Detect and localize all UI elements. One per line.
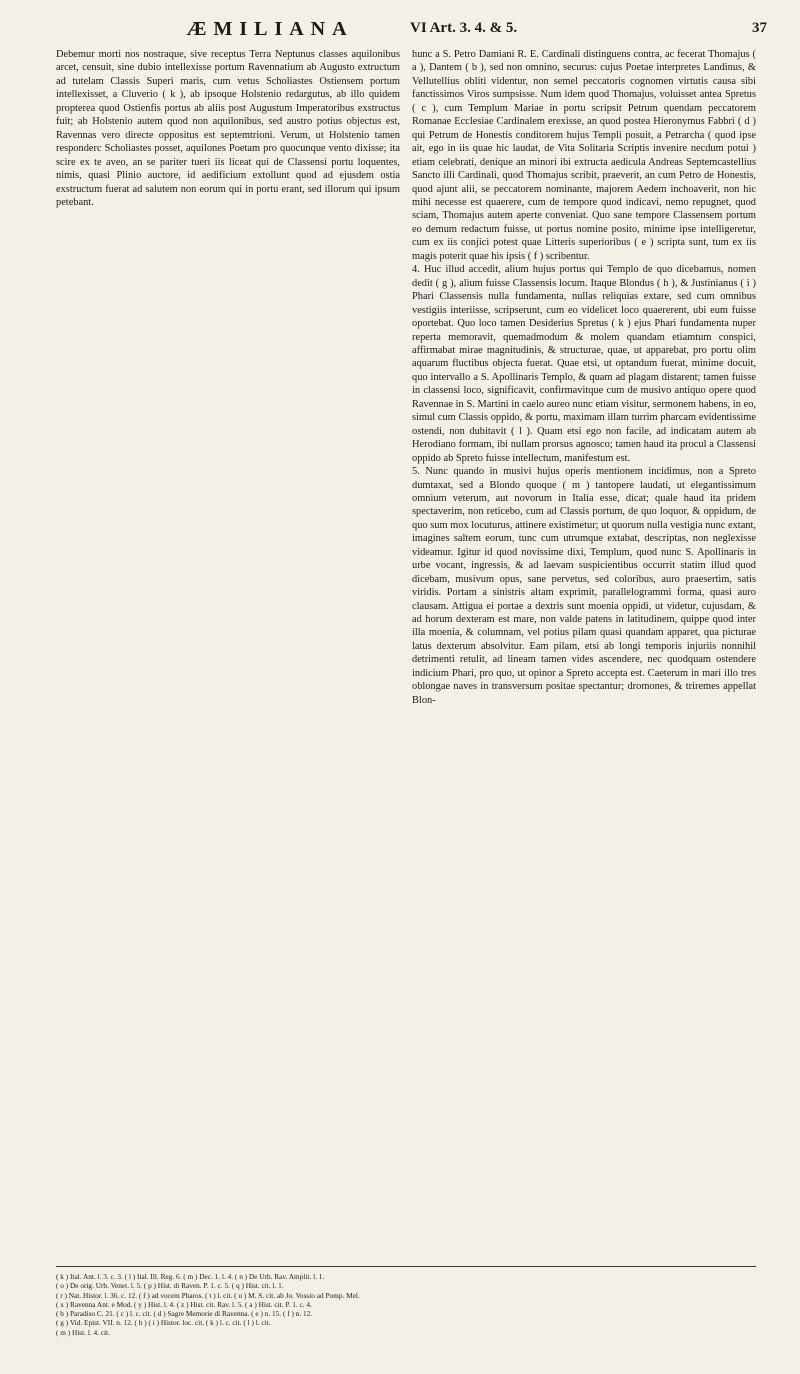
left-text-column (56, 48, 400, 1264)
paragraph: hunc a S. Petro Damiani R. E. Cardinali distinguens contra, ac fecerat Thomajus ( a ), Dantem ( b ), sed non omnino, securus: cujus Poetae interpretes Landinus, & Vellutellius obliti videntur, non semel peccatoris cognomen virtutis causa sibi fanctissimos Viros sumpsisse. Num idem quod Thomajus, voluisset antea Spretus ( c ), cum Templum Mariae in portu scripsit Petrum quendam peccatorem Romanae Ecclesiae Cardinalem erexisse, an quod postea Hieronymus Fabbri ( d ) qui Petrum de Honestis conditorem hujus Templi posuit, a Petrarcha ( quod ipse ait, ego in iis quae hic laudat, de Vita Solitaria Scriptis invenire necdum potui ) etiam celebrati, denique an minori ibi extructa aedicula Andreas Septemcastellius Sancto illi Cardinali, quod Thomajus scribit, praeverit, an cum Petro de Honestis, quod ajunt alii, se peccatorem nominante, majorem Aedem inchoaverit, non hic mihi necesse est quaerere, cum de tempore quod indicavi, nemo repugnet, quod sciam, Thomajus autem aperte conveniat. Quo sane tempore Classensem portum eo demum redactum fuisse, ut portus nomine posito, minime ipse intelligeretur, cum ex iis conjici potest quae Litteris superioribus ( e ) scripta sunt, tum ex iis magis poterit quae his ipsis ( f ) scribentur. (412, 49, 756, 262)
footnote-line: ( x ) Ravenna Ant. e Mod. ( y ) Hist. l. 4. ( z ) Hist. cit. Rav. l. 5. ( a ) Hist. cit. P. 1. c. 4. (56, 1299, 312, 1309)
running-title: ÆMILIANA (186, 18, 354, 40)
section-reference: VI Art. 3. 4. & 5. (410, 20, 518, 36)
footnote-line: ( m ) Hist. l. 4. cit. (56, 1327, 110, 1337)
footnote-line: ( k ) Ital. Ant. l. 3. c. 3. ( l ) Ital. Ill. Reg. 6. ( m ) Dec. 1. l. 4. ( n ) De Urb. Rav. Amplit. l. 1. (56, 1272, 325, 1281)
paragraph: Debemur morti nos nostraque, sive receptus Terra Neptunus classes aquilonibus arcet, censuit, sine dubio intellexisse portum Ravennatium ab Augusto extructum ad tutelam Classis Superi maris, cum vetus Scholiastes Ostiensem portum intellexisset, a Cluverio ( k ), ab ipsoque Holstenio redargutus, ab illo quidem propterea quod Ostienfis portus ab aliis post Augustum Imperatoribus exstructus fuit; ab Holstenio autem quod non aquilonibus, sed austro potius objectus est, Ravennas vero directe oppositus est septemtrioni. Verum, ut Holstenio tamen responderc Scholiastes posset, aquilones Poetam pro quocunque vento dixisse; ita scire ex te aveo, an se pariter tueri iis liceat qui de Classensi portu loquentes, nimis, quasi Plinio auctore, id aedificium extollunt quod ad ejusdem ostia exstructum fuerat ad salutem non eorum qui in portu erant, sed illorum qui ipsum petebant. (56, 49, 400, 208)
footnote-line: ( r ) Nat. Histor. l. 36. c. 12. ( f ) ad vocem Pharos. ( t ) l. cit. ( u ) M. S. cit. ab Jo. Vossio ad Pomp. Mel. (56, 1290, 360, 1300)
footnotes (56, 1272, 756, 1368)
page-number: 37 (752, 20, 767, 36)
right-text-column (412, 48, 756, 1264)
footnote-line: ( o ) De orig. Urb. Venet. l. 5. ( p ) Hist. di Raven. P. 1. c. 5. ( q ) Hist. cit. l. 1. (56, 1281, 284, 1291)
footnote-divider (56, 1266, 756, 1267)
footnote-line: ( g ) Vid. Epist. VII. n. 12. ( h ) ( i ) Histor. loc. cit. ( k ) l. c. cit. ( l ) l. cit. (56, 1318, 271, 1328)
page-header (0, 16, 800, 42)
paragraph: 5. Nunc quando in musivi hujus operis mentionem incidimus, non a Spreto dumtaxat, sed a Blondo quoque ( m ) tantopere laudati, ut elegantissimum omnium veterum, aut novorum in Italia esse, dicat; quale haud ita pridem spectaverim, non reticebo, cum ad Classis portum, de quo loquor, & oppidum, de quo sum mox locuturus, attinere existimetur; ut quorum nulla vestigia nunc extant, imagines saltem eorum, tunc cum utrumque extabat, descriptas, non neglexisse videamur. Igitur id quod novissime dixi, Templum, quod nunc S. Apollinaris in urbe vocant, ingressis, & ad laevam suspicientibus occurrit statim illud quod dicebam, musivum opus, sane pervetus, sed coloribus, auro praesertim, satis viridis. Portam a sinistris altam exprimit, parallelogrammi forma, quasi auro clausam. Attigua ei portae a dextris sunt moenia oppidi, ut videtur, cujusdam, & ad horum dexteram est mare, non valde patens in latitudinem, quippe quod inter illa moenia, & columnam, vel potius pilam quasi quandam apparet, qua picturae latus dexterum absolvitur. Eam pilam, etsi ab longi temporis injuriis nonnihil detrimenti retulit, ad lineam tamen vides ascendere, nec quodquam ostendere indicium Phari, pro quo, ut opinor a Spreto accepta est. Caeterum in mari illo tres oblongae naves in transversum positae spectantur; dromones, & triremes appellat Blon- (412, 466, 756, 706)
paragraph: 4. Huc illud accedit, alium hujus portus qui Templo de quo dicebamus, nomen dedit ( g ), alium fuisse Classensis locum. Itaque Blondus ( h ), & Justinianus ( i ) Phari Classensis nulla fundamenta, nullas reliquias extare, sed cum omnibus vestigiis interiisse, scripserunt, cum eo videlicet loco quaererent, ubi eum fuisse oportebat. Quo loco tamen Desiderius Spretus ( k ) ejus Phari fundamenta nuper reperta memoravit, quemadmodum & molem quandam etiamtum conspici, affirmabat mirae magnitudinis, & structurae, quae, ut apparebat, pro portu olim aquarum fluctibus objecta fuerat. Quae etsi, ut optandum fuerat, minime docuit, quo intervallo a S. Apollinaris Templo, & quam ad plagam distarent; tamen fuisse in classensi loco, significavit, confirmavitque cum de musivo antiquo opere quod Ravennae in S. Martini in caelo aureo nunc etiam visitur, sermonem habens, in eo, simul cum Classis oppido, & portu, maximam illam turrim pharcam evidentissime ostendi, non dubitavit ( l ). Quam etsi ego non facile, ad indicatam autem ab Herodiano formam, ibi nullam prorsus agnosco; tamen haud ita procul a Classensi oppido ab Spreto fuisse intellectum, manifestum est. (412, 264, 756, 464)
footnote-line: ( b ) Paradiso C. 21. ( c ) l. c. cit. ( d ) Sagre Memorie di Ravenna. ( e ) n. 15. ( f ) n. 12. (56, 1309, 313, 1319)
